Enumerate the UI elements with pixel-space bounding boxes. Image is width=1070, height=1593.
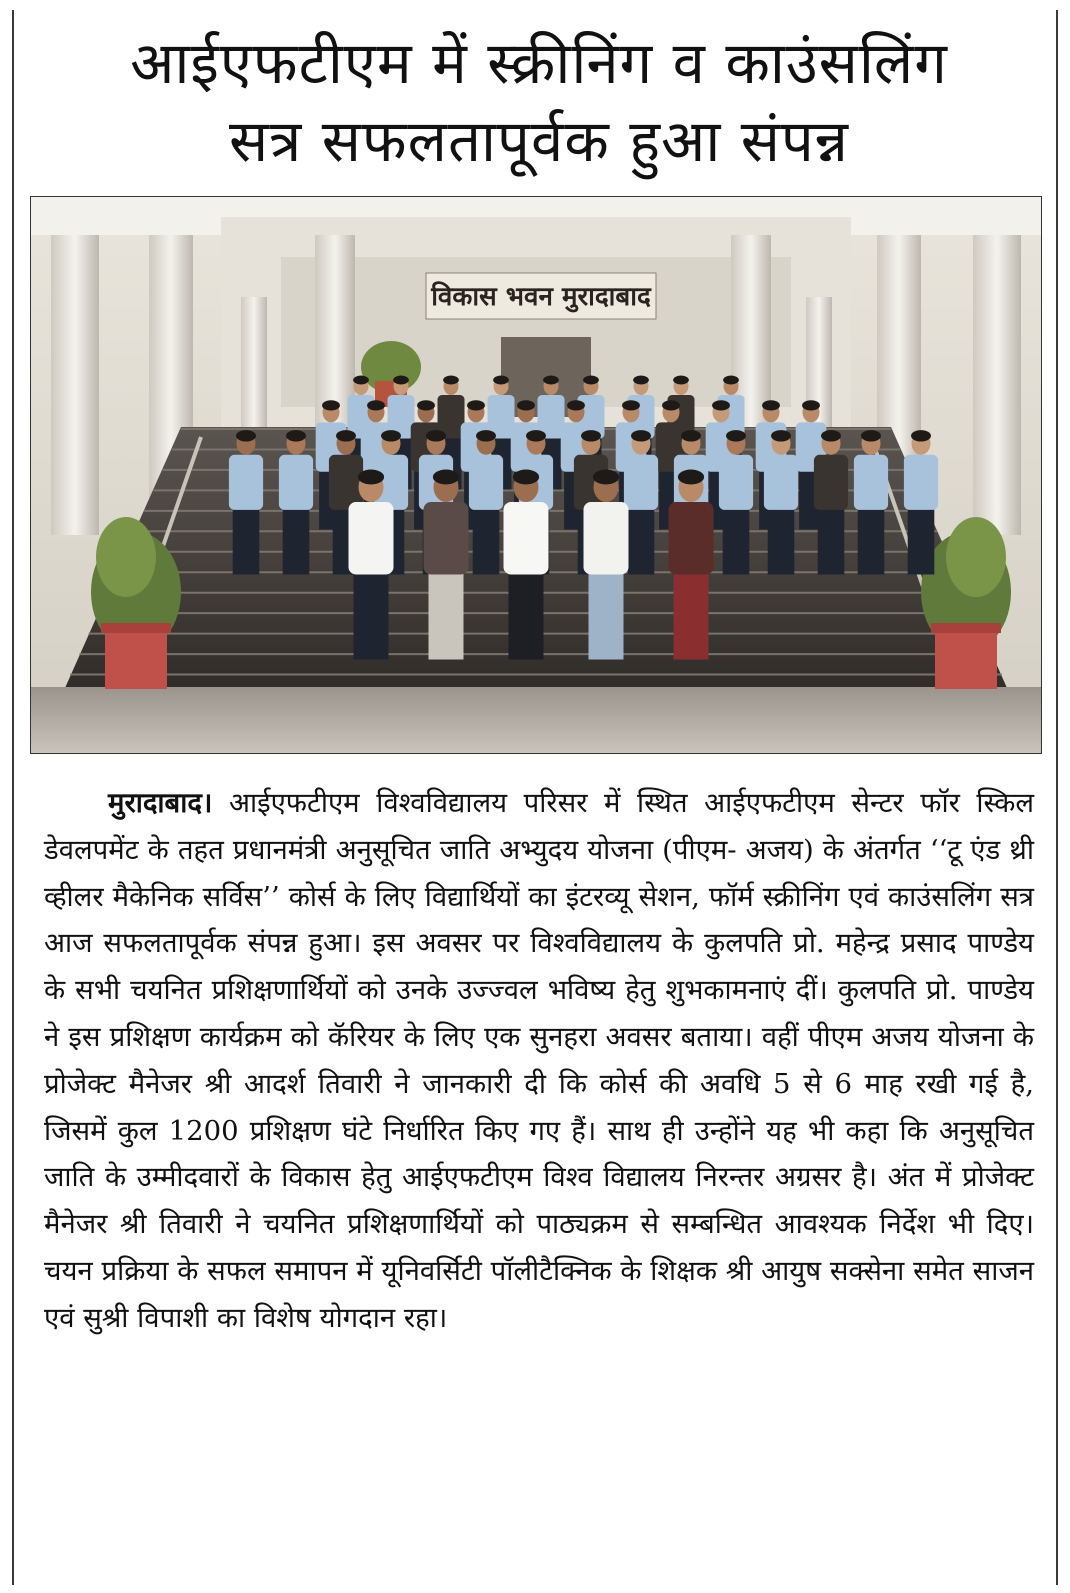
floor [31,687,1041,753]
headline-line-1: आईएफटीएम में स्क्रीनिंग व काउंसलिंग [130,29,948,97]
pillar-right-outer [973,235,1021,535]
pillar-left-outer [51,235,99,535]
headline-line-2: सत्र सफलतापूर्वक हुआ संपन्न [229,107,849,175]
article-body-paragraph [44,780,1034,1342]
newspaper-clipping [12,10,1058,1585]
group-photo [30,196,1042,754]
article-dateline: मुरादाबाद। [108,787,213,819]
article-body-text: आईएफटीएम विश्वविद्यालय परिसर में स्थित आईएफटीएम सेन्टर फॉर स्किल डेवलपमेंट के तहत प्रधानमंत्री अनुसूचित जाति अभ्युदय योजना (पीएम- अजय) के अंतर्गत ‘‘टू एंड थ्री व्हीलर मैकेनिक सर्विस’’ कोर्स के लिए विद्यार्थियों का इंटरव्यू सेशन, फॉर्म स्क्रीनिंग एवं काउंसलिंग सत्र आज सफलतापूर्वक संपन्न हुआ। इस अवसर पर विश्वविद्यालय के कुलपति प्रो. महेन्द्र प्रसाद पाण्डेय के सभी चयनित प्रशिक्षणार्थियों को उनके उज्ज्वल भविष्य हेतु शुभकामनाएं दीं। कुलपति प्रो. पाण्डेय ने इस प्रशिक्षण कार्यक्रम को कॅरियर के लिए एक सुनहरा अवसर बताया। वहीं पीएम अजय योजना के प्रोजेक्ट मैनेजर श्री आदर्श तिवारी ने जानकारी दी कि कोर्स की अवधि 5 से 6 माह रखी गई है, जिसमें कुल 1200 प्रशिक्षण घंटे निर्धारित किए गए हैं। साथ ही उन्होंने यह भी कहा कि अनुसूचित जाति के उम्मीदवारों के विकास हेतु आईएफटीएम विश्व विद्यालय निरन्तर अग्रसर है। अंत में प्रोजेक्ट मैनेजर श्री तिवारी ने चयनित प्रशिक्षणार्थियों को पाठ्यक्रम से सम्बन्धित आवश्यक निर्देश भी दिए। चयन प्रक्रिया के सफल समापन में यूनिवर्सिटी पॉलीटैक्निक के शिक्षक श्री आयुष सक्सेना समेत साजन एवं सुश्री विपाशी का विशेष योगदान रहा। [44,787,1034,1334]
pillar-left-small [241,297,267,447]
building-sign-text: विकास भवन मुरादाबाद [431,282,651,312]
headline [44,24,1034,180]
